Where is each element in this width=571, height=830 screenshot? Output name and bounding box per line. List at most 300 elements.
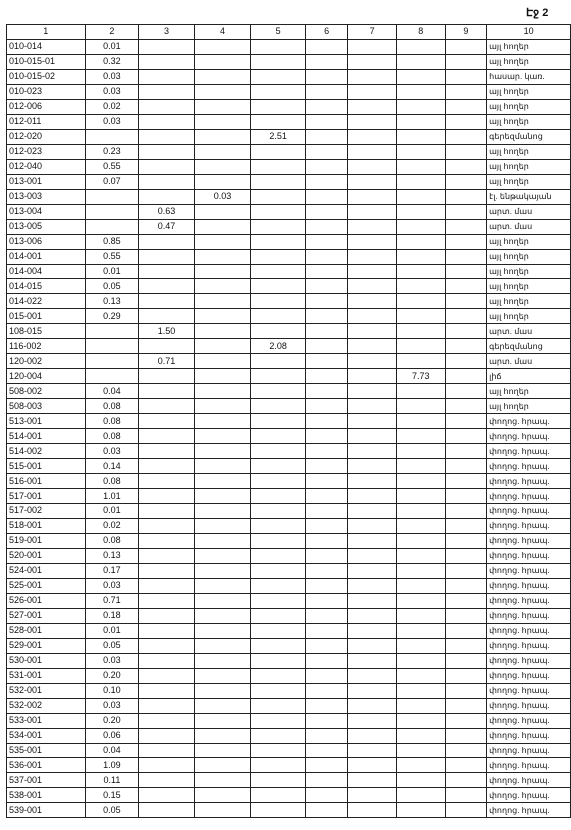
land-use-cell: փողոց. հրապ. (487, 593, 571, 608)
area-cell: 0.15 (85, 788, 139, 803)
area-cell (194, 249, 251, 264)
parcel-code-cell: 120-002 (7, 354, 86, 369)
table-row (7, 803, 571, 818)
parcel-code-cell: 513-001 (7, 414, 86, 429)
area-cell: 0.71 (85, 593, 139, 608)
area-cell (251, 713, 306, 728)
area-cell (305, 758, 348, 773)
area-cell (305, 533, 348, 548)
land-use-cell: գերեզմանոց (487, 339, 571, 354)
area-cell (194, 504, 251, 519)
parcel-code-cell: 515-001 (7, 459, 86, 474)
area-cell (85, 204, 139, 219)
table-row (7, 99, 571, 114)
parcel-code-cell: 534-001 (7, 728, 86, 743)
parcel-code-cell: 012-040 (7, 159, 86, 174)
area-cell (194, 384, 251, 399)
area-cell (139, 369, 195, 384)
area-cell (251, 399, 306, 414)
area-cell: 2.08 (251, 339, 306, 354)
table-row (7, 324, 571, 339)
parcel-code-cell: 531-001 (7, 668, 86, 683)
area-cell (445, 489, 487, 504)
table-row (7, 234, 571, 249)
area-cell (194, 324, 251, 339)
area-cell (305, 518, 348, 533)
parcel-code-cell: 517-002 (7, 504, 86, 519)
area-cell (396, 773, 445, 788)
area-cell (305, 698, 348, 713)
area-cell (305, 474, 348, 489)
area-cell (251, 189, 306, 204)
area-cell (251, 743, 306, 758)
area-cell (194, 474, 251, 489)
area-cell (445, 144, 487, 159)
table-row (7, 354, 571, 369)
area-cell (251, 623, 306, 638)
parcel-code-cell: 537-001 (7, 773, 86, 788)
table-row (7, 578, 571, 593)
area-cell (251, 159, 306, 174)
area-cell (139, 773, 195, 788)
area-cell (396, 279, 445, 294)
area-cell (194, 114, 251, 129)
area-cell (305, 129, 348, 144)
area-cell (445, 414, 487, 429)
area-cell (396, 339, 445, 354)
table-row (7, 683, 571, 698)
area-cell (85, 354, 139, 369)
area-cell (305, 623, 348, 638)
area-cell (305, 204, 348, 219)
area-cell (139, 474, 195, 489)
table-row (7, 638, 571, 653)
area-cell (194, 653, 251, 668)
column-header: 9 (445, 25, 487, 40)
area-cell (194, 758, 251, 773)
table-row (7, 339, 571, 354)
area-cell (251, 324, 306, 339)
area-cell: 0.01 (85, 39, 139, 54)
land-use-cell: փողոց. հրապ. (487, 444, 571, 459)
area-cell (305, 668, 348, 683)
area-cell (251, 354, 306, 369)
table-row (7, 474, 571, 489)
area-cell (194, 803, 251, 818)
table-row (7, 548, 571, 563)
area-cell (305, 563, 348, 578)
area-cell (139, 533, 195, 548)
area-cell (396, 728, 445, 743)
area-cell (396, 414, 445, 429)
area-cell (139, 698, 195, 713)
area-cell (445, 653, 487, 668)
land-use-cell: փողոց. հրապ. (487, 429, 571, 444)
area-cell: 0.23 (85, 144, 139, 159)
land-use-cell: այլ հողեր (487, 144, 571, 159)
area-cell: 0.20 (85, 668, 139, 683)
table-row (7, 129, 571, 144)
area-cell (194, 99, 251, 114)
area-cell (396, 803, 445, 818)
area-cell (445, 459, 487, 474)
area-cell (348, 623, 396, 638)
area-cell (251, 489, 306, 504)
area-cell (251, 593, 306, 608)
area-cell: 0.20 (85, 713, 139, 728)
area-cell (251, 773, 306, 788)
area-cell (194, 309, 251, 324)
parcel-code-cell: 010-015-02 (7, 69, 86, 84)
land-use-cell: փողոց. հրապ. (487, 773, 571, 788)
area-cell (348, 309, 396, 324)
area-cell (348, 84, 396, 99)
area-cell (139, 159, 195, 174)
area-cell (251, 459, 306, 474)
area-cell (348, 39, 396, 54)
area-cell: 0.47 (139, 219, 195, 234)
area-cell (251, 414, 306, 429)
area-cell (445, 429, 487, 444)
table-row (7, 504, 571, 519)
area-cell: 0.03 (85, 114, 139, 129)
area-cell (396, 234, 445, 249)
area-cell (445, 39, 487, 54)
area-cell (305, 279, 348, 294)
land-use-cell: այլ հողեր (487, 84, 571, 99)
parcel-code-cell: 536-001 (7, 758, 86, 773)
column-header: 10 (487, 25, 571, 40)
area-cell: 0.03 (85, 698, 139, 713)
area-cell (85, 339, 139, 354)
column-header: 6 (305, 25, 348, 40)
area-cell (305, 324, 348, 339)
table-row (7, 653, 571, 668)
area-cell (305, 369, 348, 384)
area-cell (194, 294, 251, 309)
area-cell (305, 683, 348, 698)
area-cell (348, 219, 396, 234)
area-cell (445, 578, 487, 593)
area-cell: 0.06 (85, 728, 139, 743)
area-cell (305, 294, 348, 309)
table-row (7, 69, 571, 84)
land-parcel-table (6, 24, 571, 818)
area-cell (348, 474, 396, 489)
area-cell (194, 279, 251, 294)
area-cell (194, 563, 251, 578)
area-cell (348, 114, 396, 129)
area-cell (139, 189, 195, 204)
table-row (7, 728, 571, 743)
parcel-code-cell: 012-011 (7, 114, 86, 129)
parcel-code-cell: 120-004 (7, 369, 86, 384)
area-cell (445, 234, 487, 249)
table-row (7, 204, 571, 219)
table-row (7, 264, 571, 279)
area-cell (396, 474, 445, 489)
table-row (7, 399, 571, 414)
header-row (7, 25, 571, 40)
area-cell (305, 84, 348, 99)
parcel-code-cell: 013-005 (7, 219, 86, 234)
area-cell (305, 459, 348, 474)
land-use-cell: այլ հողեր (487, 309, 571, 324)
table-row (7, 444, 571, 459)
area-cell (251, 99, 306, 114)
area-cell (305, 219, 348, 234)
area-cell (396, 593, 445, 608)
land-use-cell: այլ հողեր (487, 39, 571, 54)
area-cell (251, 788, 306, 803)
area-cell (194, 84, 251, 99)
area-cell (139, 39, 195, 54)
area-cell (194, 728, 251, 743)
area-cell (396, 653, 445, 668)
area-cell (348, 504, 396, 519)
area-cell (348, 279, 396, 294)
area-cell (194, 429, 251, 444)
area-cell (251, 69, 306, 84)
area-cell: 0.04 (85, 743, 139, 758)
table-row (7, 593, 571, 608)
land-use-cell: այլ հողեր (487, 234, 571, 249)
area-cell (305, 593, 348, 608)
area-cell (194, 129, 251, 144)
area-cell (348, 144, 396, 159)
land-use-cell: փողոց. հրապ. (487, 803, 571, 818)
table-row (7, 84, 571, 99)
area-cell (396, 384, 445, 399)
area-cell (396, 249, 445, 264)
land-use-cell: այլ հողեր (487, 99, 571, 114)
parcel-code-cell: 012-020 (7, 129, 86, 144)
land-use-cell: արտ. մաս (487, 204, 571, 219)
parcel-code-cell: 012-006 (7, 99, 86, 114)
land-use-cell: այլ հողեր (487, 114, 571, 129)
area-cell (305, 444, 348, 459)
area-cell (445, 294, 487, 309)
area-cell (251, 54, 306, 69)
parcel-code-cell: 508-002 (7, 384, 86, 399)
area-cell (396, 683, 445, 698)
area-cell (194, 743, 251, 758)
area-cell (396, 219, 445, 234)
area-cell (396, 189, 445, 204)
area-cell (348, 369, 396, 384)
area-cell (251, 533, 306, 548)
area-cell (445, 309, 487, 324)
area-cell (396, 459, 445, 474)
land-use-cell: փողոց. հրապ. (487, 414, 571, 429)
area-cell: 0.08 (85, 429, 139, 444)
area-cell (139, 803, 195, 818)
table-row (7, 713, 571, 728)
area-cell (194, 593, 251, 608)
parcel-code-cell: 527-001 (7, 608, 86, 623)
area-cell (305, 354, 348, 369)
area-cell (305, 54, 348, 69)
area-cell (251, 369, 306, 384)
area-cell (348, 593, 396, 608)
area-cell (396, 504, 445, 519)
area-cell (396, 399, 445, 414)
area-cell (445, 204, 487, 219)
area-cell (139, 174, 195, 189)
area-cell (139, 294, 195, 309)
area-cell (139, 653, 195, 668)
area-cell: 0.01 (85, 623, 139, 638)
area-cell: 0.85 (85, 234, 139, 249)
area-cell: 0.05 (85, 279, 139, 294)
parcel-code-cell: 014-022 (7, 294, 86, 309)
table-row (7, 174, 571, 189)
area-cell (396, 788, 445, 803)
table-row (7, 698, 571, 713)
area-cell (251, 174, 306, 189)
area-cell (445, 548, 487, 563)
area-cell: 0.07 (85, 174, 139, 189)
area-cell (194, 339, 251, 354)
area-cell: 0.03 (194, 189, 251, 204)
area-cell (396, 204, 445, 219)
area-cell (396, 129, 445, 144)
area-cell (445, 369, 487, 384)
area-cell (348, 459, 396, 474)
area-cell (251, 728, 306, 743)
area-cell (445, 803, 487, 818)
area-cell (194, 683, 251, 698)
area-cell (251, 234, 306, 249)
area-cell (251, 548, 306, 563)
area-cell (348, 429, 396, 444)
land-use-cell: փողոց. հրապ. (487, 623, 571, 638)
area-cell (396, 489, 445, 504)
area-cell (305, 99, 348, 114)
land-use-cell: փողոց. հրապ. (487, 728, 571, 743)
table-row (7, 279, 571, 294)
parcel-code-cell: 010-014 (7, 39, 86, 54)
area-cell (396, 444, 445, 459)
land-use-cell: փողոց. հրապ. (487, 743, 571, 758)
parcel-code-cell: 532-001 (7, 683, 86, 698)
area-cell (396, 294, 445, 309)
area-cell: 0.04 (85, 384, 139, 399)
area-cell: 0.55 (85, 159, 139, 174)
land-use-cell: հասար. կառ. (487, 69, 571, 84)
table-row (7, 369, 571, 384)
area-cell (194, 788, 251, 803)
area-cell: 2.51 (251, 129, 306, 144)
area-cell (251, 474, 306, 489)
land-use-cell: այլ հողեր (487, 384, 571, 399)
parcel-code-cell: 520-001 (7, 548, 86, 563)
area-cell (396, 548, 445, 563)
area-cell (139, 414, 195, 429)
area-cell: 0.02 (85, 518, 139, 533)
area-cell (139, 99, 195, 114)
area-cell (139, 339, 195, 354)
parcel-code-cell: 518-001 (7, 518, 86, 533)
land-use-cell: այլ հողեր (487, 264, 571, 279)
table-row (7, 623, 571, 638)
area-cell (396, 324, 445, 339)
area-cell (348, 548, 396, 563)
parcel-code-cell: 535-001 (7, 743, 86, 758)
area-cell (445, 758, 487, 773)
area-cell (445, 129, 487, 144)
area-cell (251, 264, 306, 279)
area-cell (139, 563, 195, 578)
area-cell (305, 144, 348, 159)
area-cell (305, 399, 348, 414)
area-cell (194, 414, 251, 429)
table-row (7, 608, 571, 623)
area-cell (348, 249, 396, 264)
area-cell (396, 713, 445, 728)
area-cell (305, 429, 348, 444)
area-cell: 0.03 (85, 578, 139, 593)
parcel-code-cell: 514-002 (7, 444, 86, 459)
area-cell (396, 69, 445, 84)
area-cell (445, 638, 487, 653)
table-body (7, 39, 571, 817)
area-cell: 0.05 (85, 638, 139, 653)
area-cell (348, 638, 396, 653)
area-cell (305, 728, 348, 743)
table-row (7, 144, 571, 159)
area-cell (139, 144, 195, 159)
land-use-cell: փողոց. հրապ. (487, 758, 571, 773)
area-cell (305, 803, 348, 818)
parcel-code-cell: 014-004 (7, 264, 86, 279)
area-cell: 0.08 (85, 399, 139, 414)
area-cell (348, 159, 396, 174)
area-cell (139, 309, 195, 324)
area-cell (348, 653, 396, 668)
column-header: 4 (194, 25, 251, 40)
parcel-code-cell: 526-001 (7, 593, 86, 608)
area-cell (445, 504, 487, 519)
area-cell (445, 518, 487, 533)
area-cell (348, 204, 396, 219)
area-cell: 0.32 (85, 54, 139, 69)
parcel-code-cell: 533-001 (7, 713, 86, 728)
area-cell (251, 698, 306, 713)
area-cell (396, 608, 445, 623)
land-use-cell: փողոց. հրապ. (487, 504, 571, 519)
area-cell: 0.02 (85, 99, 139, 114)
area-cell (85, 324, 139, 339)
area-cell (251, 384, 306, 399)
area-cell (139, 384, 195, 399)
area-cell (396, 623, 445, 638)
table-row (7, 219, 571, 234)
land-use-cell: այլ հողեր (487, 174, 571, 189)
area-cell: 0.05 (85, 803, 139, 818)
area-cell (194, 204, 251, 219)
area-cell (445, 174, 487, 189)
area-cell (445, 623, 487, 638)
parcel-code-cell: 014-015 (7, 279, 86, 294)
table-row (7, 518, 571, 533)
area-cell (194, 638, 251, 653)
area-cell (194, 174, 251, 189)
area-cell (445, 249, 487, 264)
land-use-cell: փողոց. հրապ. (487, 788, 571, 803)
area-cell (194, 159, 251, 174)
area-cell (348, 608, 396, 623)
